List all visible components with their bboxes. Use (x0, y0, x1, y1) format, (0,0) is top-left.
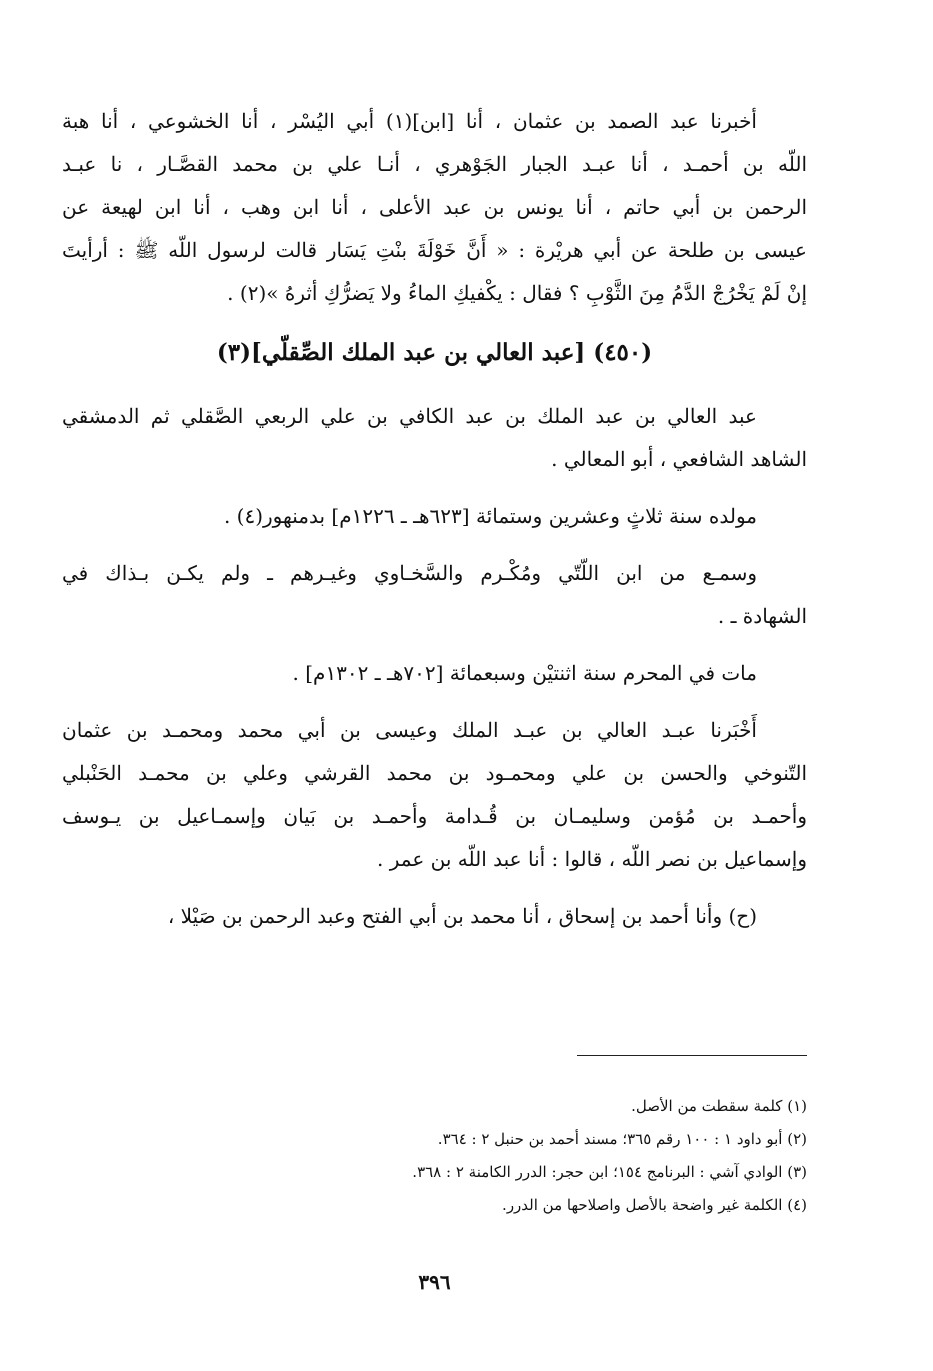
footnote-4: (٤) الكلمة غير واضحة بالأصل واصلاحها من الدرر. (502, 1196, 807, 1214)
footnote-divider (577, 1055, 807, 1056)
teachers-paragraph (62, 552, 807, 638)
book-page (62, 100, 807, 1340)
text-line: وإسماعيل بن نصر اللّه ، قالوا : أنا عبد اللّه بن عمر . (377, 847, 807, 871)
text-line: اللّه بن أحمـد ، أنا عبـد الجبار الجَوْهري ، أنـا علي بن محمد القصَّـار ، نا عبـد (62, 152, 807, 176)
death-paragraph (62, 652, 807, 695)
hadith-paragraph (62, 100, 807, 315)
text-line: عيسى بن طلحة عن أبي هريْرة : « أَنَّ خَوْلَةَ بنْتِ يَسَار قالت لرسول اللّه ﷺ : أرأيتَ (62, 238, 807, 262)
biography-paragraph (62, 395, 807, 481)
footnote-2: (٢) أبو داود ١ : ١٠٠ رقم ٣٦٥؛ مسند أحمد بن حنبل ٢ : ٣٦٤. (437, 1130, 807, 1148)
text-line: التّنوخي والحسن بن علي ومحمـود بن محمد القرشي وعلي بن محمـد الحَنْبلي (62, 761, 807, 785)
text-line: الشهادة ـ . (717, 604, 807, 628)
isnad-continuation-paragraph (62, 895, 807, 938)
text-line: إنْ لَمْ يَخْرُجْ الدَّمُ مِنَ الثَّوْبِ ؟ فقال : يكْفيكِ الماءُ ولا يَضرُّكِ أثرهُ »(٢) . (227, 281, 807, 305)
text-line: الشاهد الشافعي ، أبو المعالي . (551, 447, 807, 471)
text-line: الرحمن بن أبي حاتم ، أنا يونس بن عبد الأعلى ، أنا ابن وهب ، أنا ابن لهيعة عن (62, 195, 807, 219)
text-line: أخبرنا عبد الصمد بن عثمان ، أنا [ابن](١) أبي اليُسْر ، أنا الخشوعي ، أنا هبة (62, 109, 757, 133)
footnotes (62, 1090, 807, 1222)
footnote-3: (٣) الوادي آشي : البرنامج ١٥٤؛ ابن حجر: الدرر الكامنة ٢ : ٣٦٨. (412, 1163, 807, 1181)
page-number: ٣٩٦ (418, 1270, 451, 1294)
text-line: مولده سنة ثلاثٍ وعشرين وستمائة [٦٢٣هـ ـ ١٢٢٦م] بدمنهور(٤) . (223, 504, 757, 528)
text-line: وسمـع من ابن اللّتّي ومُكْـرم والسَّخـاوي وغيـرهم ـ ولم يكـن بـذاك في (62, 561, 757, 585)
birth-paragraph (62, 495, 807, 538)
footnote-1: (١) كلمة سقطت من الأصل. (631, 1097, 807, 1115)
text-line: عبد العالي بن عبد الملك بن عبد الكافي بن علي الربعي الصَّقلي ثم الدمشقي (62, 404, 757, 428)
isnad-paragraph (62, 709, 807, 881)
text-line: (ح) وأنا أحمد بن إسحاق ، أنا محمد بن أبي الفتح وعبد الرحمن بن صَيْلا ، (167, 904, 757, 928)
entry-heading: (٤٥٠) [عبد العالي بن عبد الملك الصِّقلّي](٣) (216, 339, 653, 366)
text-line: أَخْبَرنا عبـد العالي بن عبـد الملك وعيسى بن أبي محمد ومحمـد بن عثمان (62, 718, 757, 742)
text-line: وأحمـد بن مُؤمن وسليمـان بن قُـدامة وأحمـد بن بَيان وإسمـاعيل بن يـوسف (62, 804, 807, 828)
text-line: مات في المحرم سنة اثنتيْن وسبعمائة [٧٠٢هـ ـ ١٣٠٢م] . (292, 661, 757, 685)
